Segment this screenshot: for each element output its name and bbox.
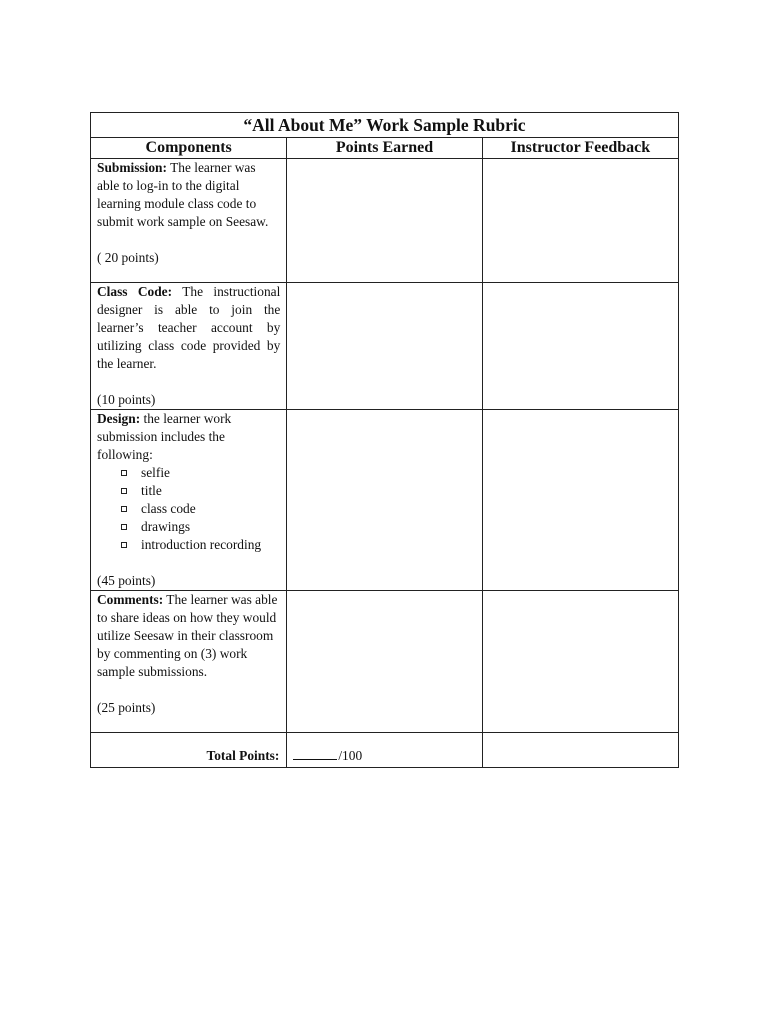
square-bullet-icon bbox=[121, 506, 127, 512]
component-label: Submission: bbox=[97, 160, 167, 175]
header-points-earned: Points Earned bbox=[287, 138, 482, 159]
component-points: ( 20 points) bbox=[97, 250, 159, 265]
header-instructor-feedback: Instructor Feedback bbox=[482, 138, 678, 159]
square-bullet-icon bbox=[121, 470, 127, 476]
points-earned-cell-submission[interactable] bbox=[287, 159, 482, 283]
component-text: The learner was able to log-in to the digital learning module class code to submit work sample on Seesaw. bbox=[97, 160, 269, 229]
component-cell-design bbox=[91, 410, 287, 591]
feedback-cell-submission[interactable] bbox=[482, 159, 678, 283]
component-points: (10 points) bbox=[97, 392, 156, 407]
points-earned-cell-class-code[interactable] bbox=[287, 283, 482, 410]
component-cell-comments bbox=[91, 591, 287, 733]
total-blank-line bbox=[293, 747, 337, 760]
list-item: drawings bbox=[119, 518, 280, 536]
feedback-cell-comments[interactable] bbox=[482, 591, 678, 733]
points-earned-cell-design[interactable] bbox=[287, 410, 482, 591]
rubric-table bbox=[90, 112, 679, 768]
component-points: (25 points) bbox=[97, 700, 156, 715]
rubric-title: “All About Me” Work Sample Rubric bbox=[91, 113, 679, 138]
component-text: The instructional designer is able to join the learner’s teacher account by utilizing class code provided by the learner. bbox=[97, 284, 281, 371]
component-cell-class-code bbox=[91, 283, 287, 410]
component-cell-submission bbox=[91, 159, 287, 283]
rubric-row-class-code bbox=[91, 283, 679, 410]
total-points-label: Total Points: bbox=[91, 733, 287, 768]
component-label: Class Code: bbox=[97, 284, 173, 299]
header-components: Components bbox=[91, 138, 287, 159]
square-bullet-icon bbox=[121, 524, 127, 530]
points-earned-cell-comments[interactable] bbox=[287, 591, 482, 733]
component-label: Comments: bbox=[97, 592, 164, 607]
total-points-value: /100 bbox=[338, 748, 363, 763]
total-points-cell[interactable] bbox=[287, 733, 482, 768]
rubric-row-total bbox=[91, 733, 679, 768]
list-item: title bbox=[119, 482, 280, 500]
component-points: (45 points) bbox=[97, 573, 156, 588]
component-text: the learner work submission includes the following: bbox=[97, 411, 232, 462]
rubric-row-comments bbox=[91, 591, 679, 733]
total-feedback-cell[interactable] bbox=[482, 733, 678, 768]
square-bullet-icon bbox=[121, 542, 127, 548]
component-label: Design: bbox=[97, 411, 141, 426]
rubric-row-submission bbox=[91, 159, 679, 283]
rubric-row-design bbox=[91, 410, 679, 591]
design-bullet-list bbox=[97, 464, 280, 554]
feedback-cell-class-code[interactable] bbox=[482, 283, 678, 410]
list-item: class code bbox=[119, 500, 280, 518]
component-text: The learner was able to share ideas on how they would utilize Seesaw in their classroom by commenting on (3) work sample submissions. bbox=[97, 592, 278, 679]
list-item: selfie bbox=[119, 464, 280, 482]
list-item: introduction recording bbox=[119, 536, 280, 554]
feedback-cell-design[interactable] bbox=[482, 410, 678, 591]
square-bullet-icon bbox=[121, 488, 127, 494]
